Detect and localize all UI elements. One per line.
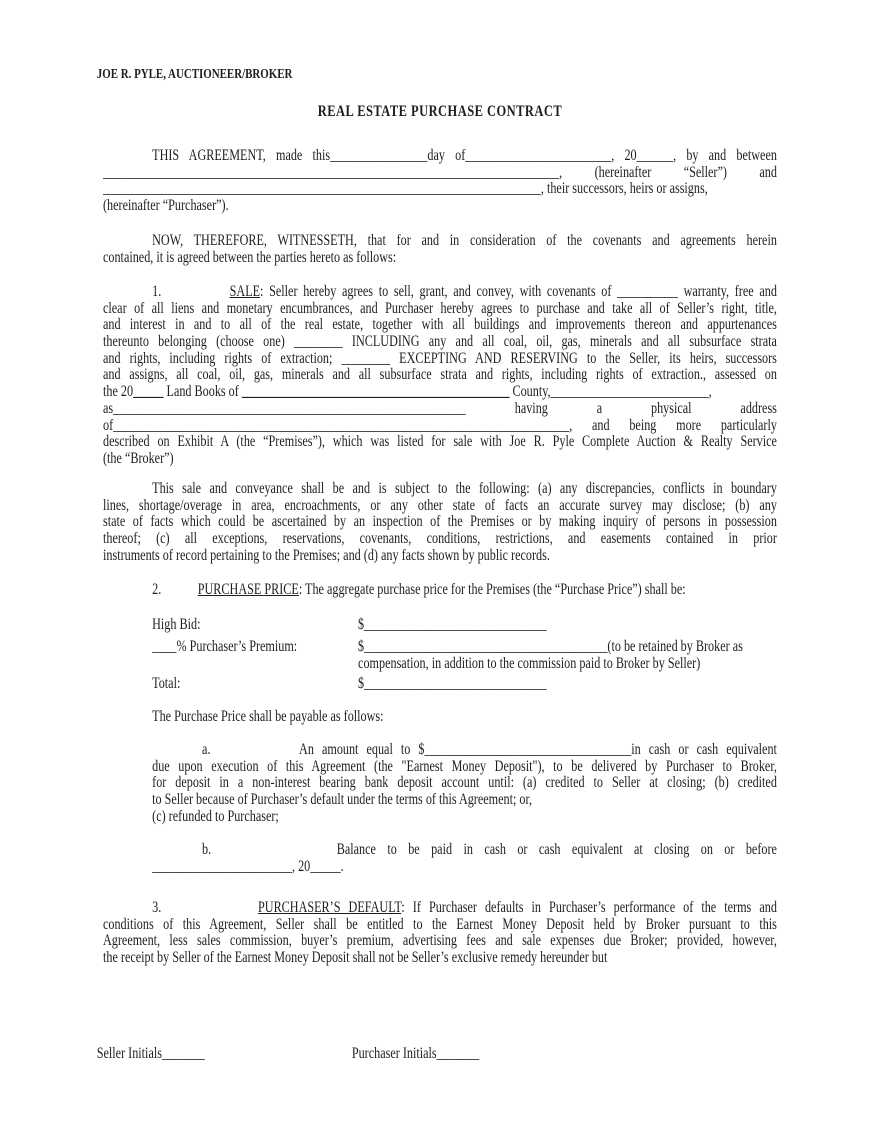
- text-line: state of facts which could be ascertained by an inspection of the Premises or by making inquiry of persons in possession: [103, 514, 777, 531]
- price-note: compensation, in addition to the commission paid to Broker by Seller): [358, 656, 701, 673]
- broker-header: JOE R. PYLE, AUCTIONEER/BROKER: [96, 67, 293, 82]
- purchaser-initials-line: Purchaser Initials_______: [351, 1045, 480, 1062]
- text-line: and interest in and to all of the real estate, together with all buildings and improvements thereon and appurtenances: [103, 317, 777, 334]
- text-line: to Seller because of Purchaser’s default under the terms of this Agreement; or,: [152, 792, 533, 809]
- text-line: _______________________, 20_____.: [152, 858, 344, 875]
- price-value-blank: $______________________________: [358, 676, 547, 693]
- text-line: the 20_____ Land Books of ____________________________________________ County,__________________________,: [103, 384, 712, 401]
- price-row-high-bid: [152, 617, 777, 634]
- text-line: NOW, THEREFORE, WITNESSETH, that for and in consideration of the covenants and agreements herein: [152, 233, 777, 249]
- initials-footer: [96, 1045, 777, 1066]
- witnesseth-paragraph: [103, 233, 777, 266]
- text-line: thereunto belonging (choose one) ________ INCLUDING any and all coal, oil, gas, minerals and all subsurface strata: [103, 334, 777, 351]
- text-line: thereof; (c) all exceptions, reservations, covenants, conditions, restrictions, and easements contained in prior: [103, 531, 777, 548]
- section-3-purchasers-default: [103, 900, 777, 967]
- price-row-premium-note: [152, 656, 777, 673]
- text-line: for deposit in a non-interest bearing bank deposit account until: (a) credited to Seller at closing; (b) credited: [152, 775, 777, 792]
- clause-a-earnest-money: [152, 742, 777, 825]
- text-line: b. Balance to be paid in cash or cash equivalent at closing on or before: [202, 842, 777, 858]
- text-line: clear of all liens and monetary encumbrances, and Purchaser hereby agrees to purchase and take all of Seller’s right, title,: [103, 300, 777, 317]
- text-line: and assigns, all coal, oil, gas, minerals and all subsurface strata and rights, including rights of extraction., assessed on: [103, 367, 777, 384]
- text-line: described on Exhibit A (the “Premises”), which was listed for sale with Joe R. Pyle Complete Auction & Realty Service: [103, 434, 777, 451]
- text-line: 2. PURCHASE PRICE: The aggregate purchase price for the Premises (the “Purchase Price”) shall be:: [152, 582, 686, 598]
- price-value-blank: $________________________________________(to be retained by Broker as: [358, 638, 743, 655]
- text-line: Agreement, less sales commission, buyer’s premium, advertising fees and sale expenses due Broker; provided, however,: [103, 933, 777, 950]
- purchase-price-table: [152, 617, 777, 693]
- text-line: (the “Broker”): [103, 450, 174, 467]
- clause-b-balance: [152, 842, 777, 875]
- price-value-blank: $______________________________: [358, 617, 547, 633]
- text-line: of___________________________________________________________________________, and being more particularly: [103, 417, 777, 434]
- text-line: THIS AGREEMENT, made this________________day of________________________, 20______, by and between: [152, 148, 777, 164]
- text-line: ___________________________________________________________________________, (hereinafter “Seller”) and: [103, 164, 777, 181]
- section-1-sale: [103, 284, 777, 468]
- text-line: contained, it is agreed between the parties hereto as follows:: [103, 249, 397, 266]
- text-line: This sale and conveyance shall be and is subject to the following: (a) any discrepancies, conflicts in boundary: [152, 481, 777, 497]
- text-line: ________________________________________________________________________, their successors, heirs or assigns,: [103, 181, 708, 198]
- text-line: 1. SALE: Seller hereby agrees to sell, grant, and convey, with covenants of __________ warranty, free and: [152, 284, 777, 300]
- text-line: lines, shortage/overage in area, encroachments, or any other state of facts an accurate survey may disclose; (b) any: [103, 497, 777, 514]
- intro-paragraph: [103, 148, 777, 215]
- price-label: Total:: [152, 676, 181, 693]
- text-line: and rights, including rights of extraction; ________ EXCEPTING AND RESERVING to the Seller, its heirs, successors: [103, 350, 777, 367]
- text-line: instruments of record pertaining to the Premises; and (d) any facts shown by public records.: [103, 547, 550, 564]
- section-2-purchase-price-heading: [103, 582, 777, 599]
- price-row-total: [152, 676, 777, 693]
- text-line: due upon execution of this Agreement (the "Earnest Money Deposit"), to be delivered by Purchaser to Broker,: [152, 758, 777, 775]
- price-label: High Bid:: [152, 617, 201, 633]
- text-line: a. An amount equal to $__________________________________in cash or cash equivalent: [202, 742, 777, 758]
- text-line: as__________________________________________________________ having a physical address: [103, 400, 777, 417]
- text-line: (c) refunded to Purchaser;: [152, 808, 279, 825]
- text-line: the receipt by Seller of the Earnest Money Deposit shall not be Seller’s exclusive remedy hereunder but: [103, 950, 608, 967]
- text-line: 3. PURCHASER’S DEFAULT: If Purchaser defaults in Purchaser’s performance of the terms and: [152, 900, 777, 916]
- document-body: [96, 0, 777, 1135]
- seller-initials-line: Seller Initials_______: [96, 1045, 205, 1062]
- subject-to-paragraph: [103, 481, 777, 564]
- text-line: conditions of this Agreement, Seller shall be entitled to the Earnest Money Deposit held by Broker pursuant to this: [103, 916, 777, 933]
- document-title: REAL ESTATE PURCHASE CONTRACT: [317, 103, 563, 120]
- payable-line: The Purchase Price shall be payable as follows:: [152, 709, 384, 725]
- price-row-premium: [152, 639, 777, 656]
- text-line: (hereinafter “Purchaser”).: [103, 198, 229, 215]
- price-label: ____% Purchaser’s Premium:: [152, 638, 298, 655]
